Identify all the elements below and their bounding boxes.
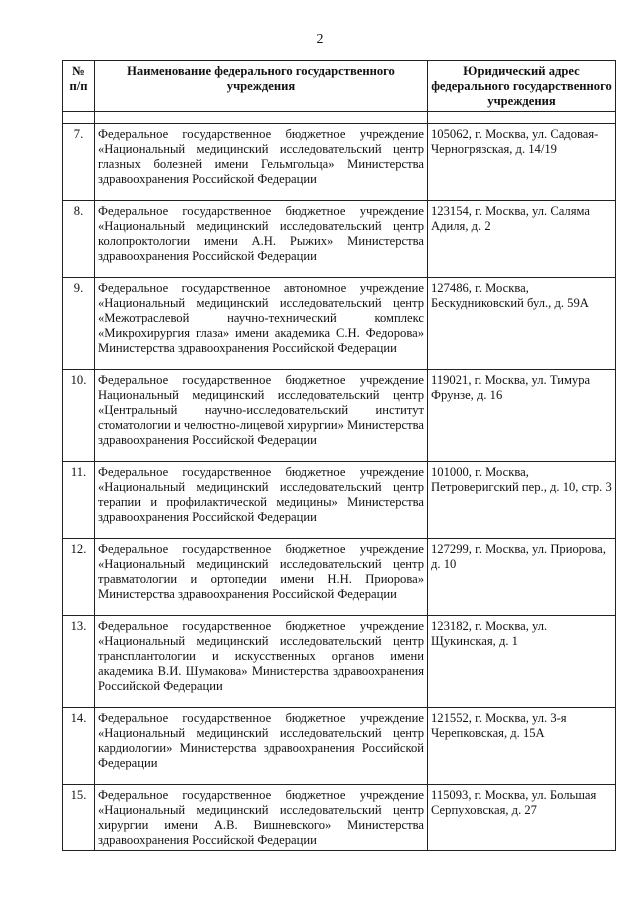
row-spacer (63, 696, 616, 708)
institution-name: Федеральное государственное бюджетное учреждение «Национальный медицинский исследовательский центр колопроктологии имени А.Н. Рыжих» Министерства здравоохранения Российской Федерации (95, 201, 428, 267)
row-number: 8. (63, 201, 95, 267)
table-row (63, 785, 616, 851)
spacer-cell (428, 696, 616, 708)
institution-name: Федеральное государственное автономное учреждение «Национальный медицинский исследовательский центр «Межотраслевой научно-технический комплекс «Микрохирургия глаза» имени академика С.Н. Федорова» Министерства здравоохранения Российской Федерации (95, 278, 428, 359)
spacer-cell (428, 604, 616, 616)
row-spacer (63, 112, 616, 124)
row-number: 15. (63, 785, 95, 851)
legal-address: 127299, г. Москва, ул. Приорова, д. 10 (428, 539, 616, 605)
spacer-cell (63, 112, 95, 124)
institution-name: Федеральное государственное бюджетное учреждение Национальный медицинский исследовательский центр «Центральный научно-исследовательский институт стоматологии и челюстно-лицевой хирургии» Министерства здравоохранения Российской Федерации (95, 370, 428, 451)
row-spacer (63, 450, 616, 462)
header-number: № п/п (63, 61, 95, 112)
spacer-cell (95, 358, 428, 370)
spacer-cell (95, 112, 428, 124)
spacer-cell (63, 696, 95, 708)
row-number: 13. (63, 616, 95, 697)
spacer-cell (428, 773, 616, 785)
table-row (63, 370, 616, 451)
row-number: 7. (63, 124, 95, 190)
row-number: 9. (63, 278, 95, 359)
row-number: 14. (63, 708, 95, 774)
spacer-cell (428, 450, 616, 462)
table-row (63, 539, 616, 605)
spacer-cell (95, 450, 428, 462)
legal-address: 127486, г. Москва, Бескудниковский бул., д. 59А (428, 278, 616, 359)
spacer-cell (95, 527, 428, 539)
spacer-cell (428, 266, 616, 278)
legal-address: 121552, г. Москва, ул. 3-я Черепковская, д. 15А (428, 708, 616, 774)
spacer-cell (63, 527, 95, 539)
spacer-cell (428, 189, 616, 201)
row-spacer (63, 358, 616, 370)
row-spacer (63, 189, 616, 201)
spacer-cell (95, 189, 428, 201)
institution-name: Федеральное государственное бюджетное учреждение «Национальный медицинский исследовательский центр терапии и профилактической медицины» Министерства здравоохранения Российской Федерации (95, 462, 428, 528)
spacer-cell (428, 527, 616, 539)
legal-address: 119021, г. Москва, ул. Тимура Фрунзе, д. 16 (428, 370, 616, 451)
row-spacer (63, 604, 616, 616)
table-row (63, 462, 616, 528)
spacer-cell (63, 358, 95, 370)
legal-address: 101000, г. Москва, Петроверигский пер., д. 10, стр. 3 (428, 462, 616, 528)
table-row (63, 201, 616, 267)
spacer-cell (95, 266, 428, 278)
institution-name: Федеральное государственное бюджетное учреждение «Национальный медицинский исследовательский центр кардиологии» Министерства здравоохранения Российской Федерации (95, 708, 428, 774)
table-row (63, 708, 616, 774)
spacer-cell (428, 358, 616, 370)
row-spacer (63, 773, 616, 785)
table-header (63, 61, 616, 112)
spacer-cell (428, 112, 616, 124)
legal-address: 123182, г. Москва, ул. Щукинская, д. 1 (428, 616, 616, 697)
header-name: Наименование федерального государственного учреждения (95, 61, 428, 112)
row-number: 12. (63, 539, 95, 605)
spacer-cell (95, 773, 428, 785)
institution-name: Федеральное государственное бюджетное учреждение «Национальный медицинский исследовательский центр хирургии имени А.В. Вишневского» Министерства здравоохранения Российской Федерации (95, 785, 428, 851)
page-number: 2 (316, 32, 324, 47)
row-number: 11. (63, 462, 95, 528)
row-spacer (63, 527, 616, 539)
legal-address: 105062, г. Москва, ул. Садовая-Черногрязская, д. 14/19 (428, 124, 616, 190)
institutions-table (62, 60, 616, 851)
institution-name: Федеральное государственное бюджетное учреждение «Национальный медицинский исследовательский центр травматологии и ортопедии имени Н.Н. Приорова» Министерства здравоохранения Российской Федерации (95, 539, 428, 605)
table-body (63, 112, 616, 851)
row-spacer (63, 266, 616, 278)
row-number: 10. (63, 370, 95, 451)
spacer-cell (63, 189, 95, 201)
spacer-cell (95, 696, 428, 708)
legal-address: 123154, г. Москва, ул. Саляма Адиля, д. 2 (428, 201, 616, 267)
spacer-cell (63, 450, 95, 462)
spacer-cell (95, 604, 428, 616)
header-address: Юридический адрес федерального государственного учреждения (428, 61, 616, 112)
legal-address: 115093, г. Москва, ул. Большая Серпуховская, д. 27 (428, 785, 616, 851)
spacer-cell (63, 266, 95, 278)
institution-name: Федеральное государственное бюджетное учреждение «Национальный медицинский исследовательский центр трансплантологии и искусственных органов имени академика В.И. Шумакова» Министерства здравоохранения Российской Федерации (95, 616, 428, 697)
table-row (63, 278, 616, 359)
spacer-cell (63, 604, 95, 616)
table-row (63, 616, 616, 697)
table-row (63, 124, 616, 190)
spacer-cell (63, 773, 95, 785)
institution-name: Федеральное государственное бюджетное учреждение «Национальный медицинский исследовательский центр глазных болезней имени Гельмгольца» Министерства здравоохранения Российской Федерации (95, 124, 428, 190)
